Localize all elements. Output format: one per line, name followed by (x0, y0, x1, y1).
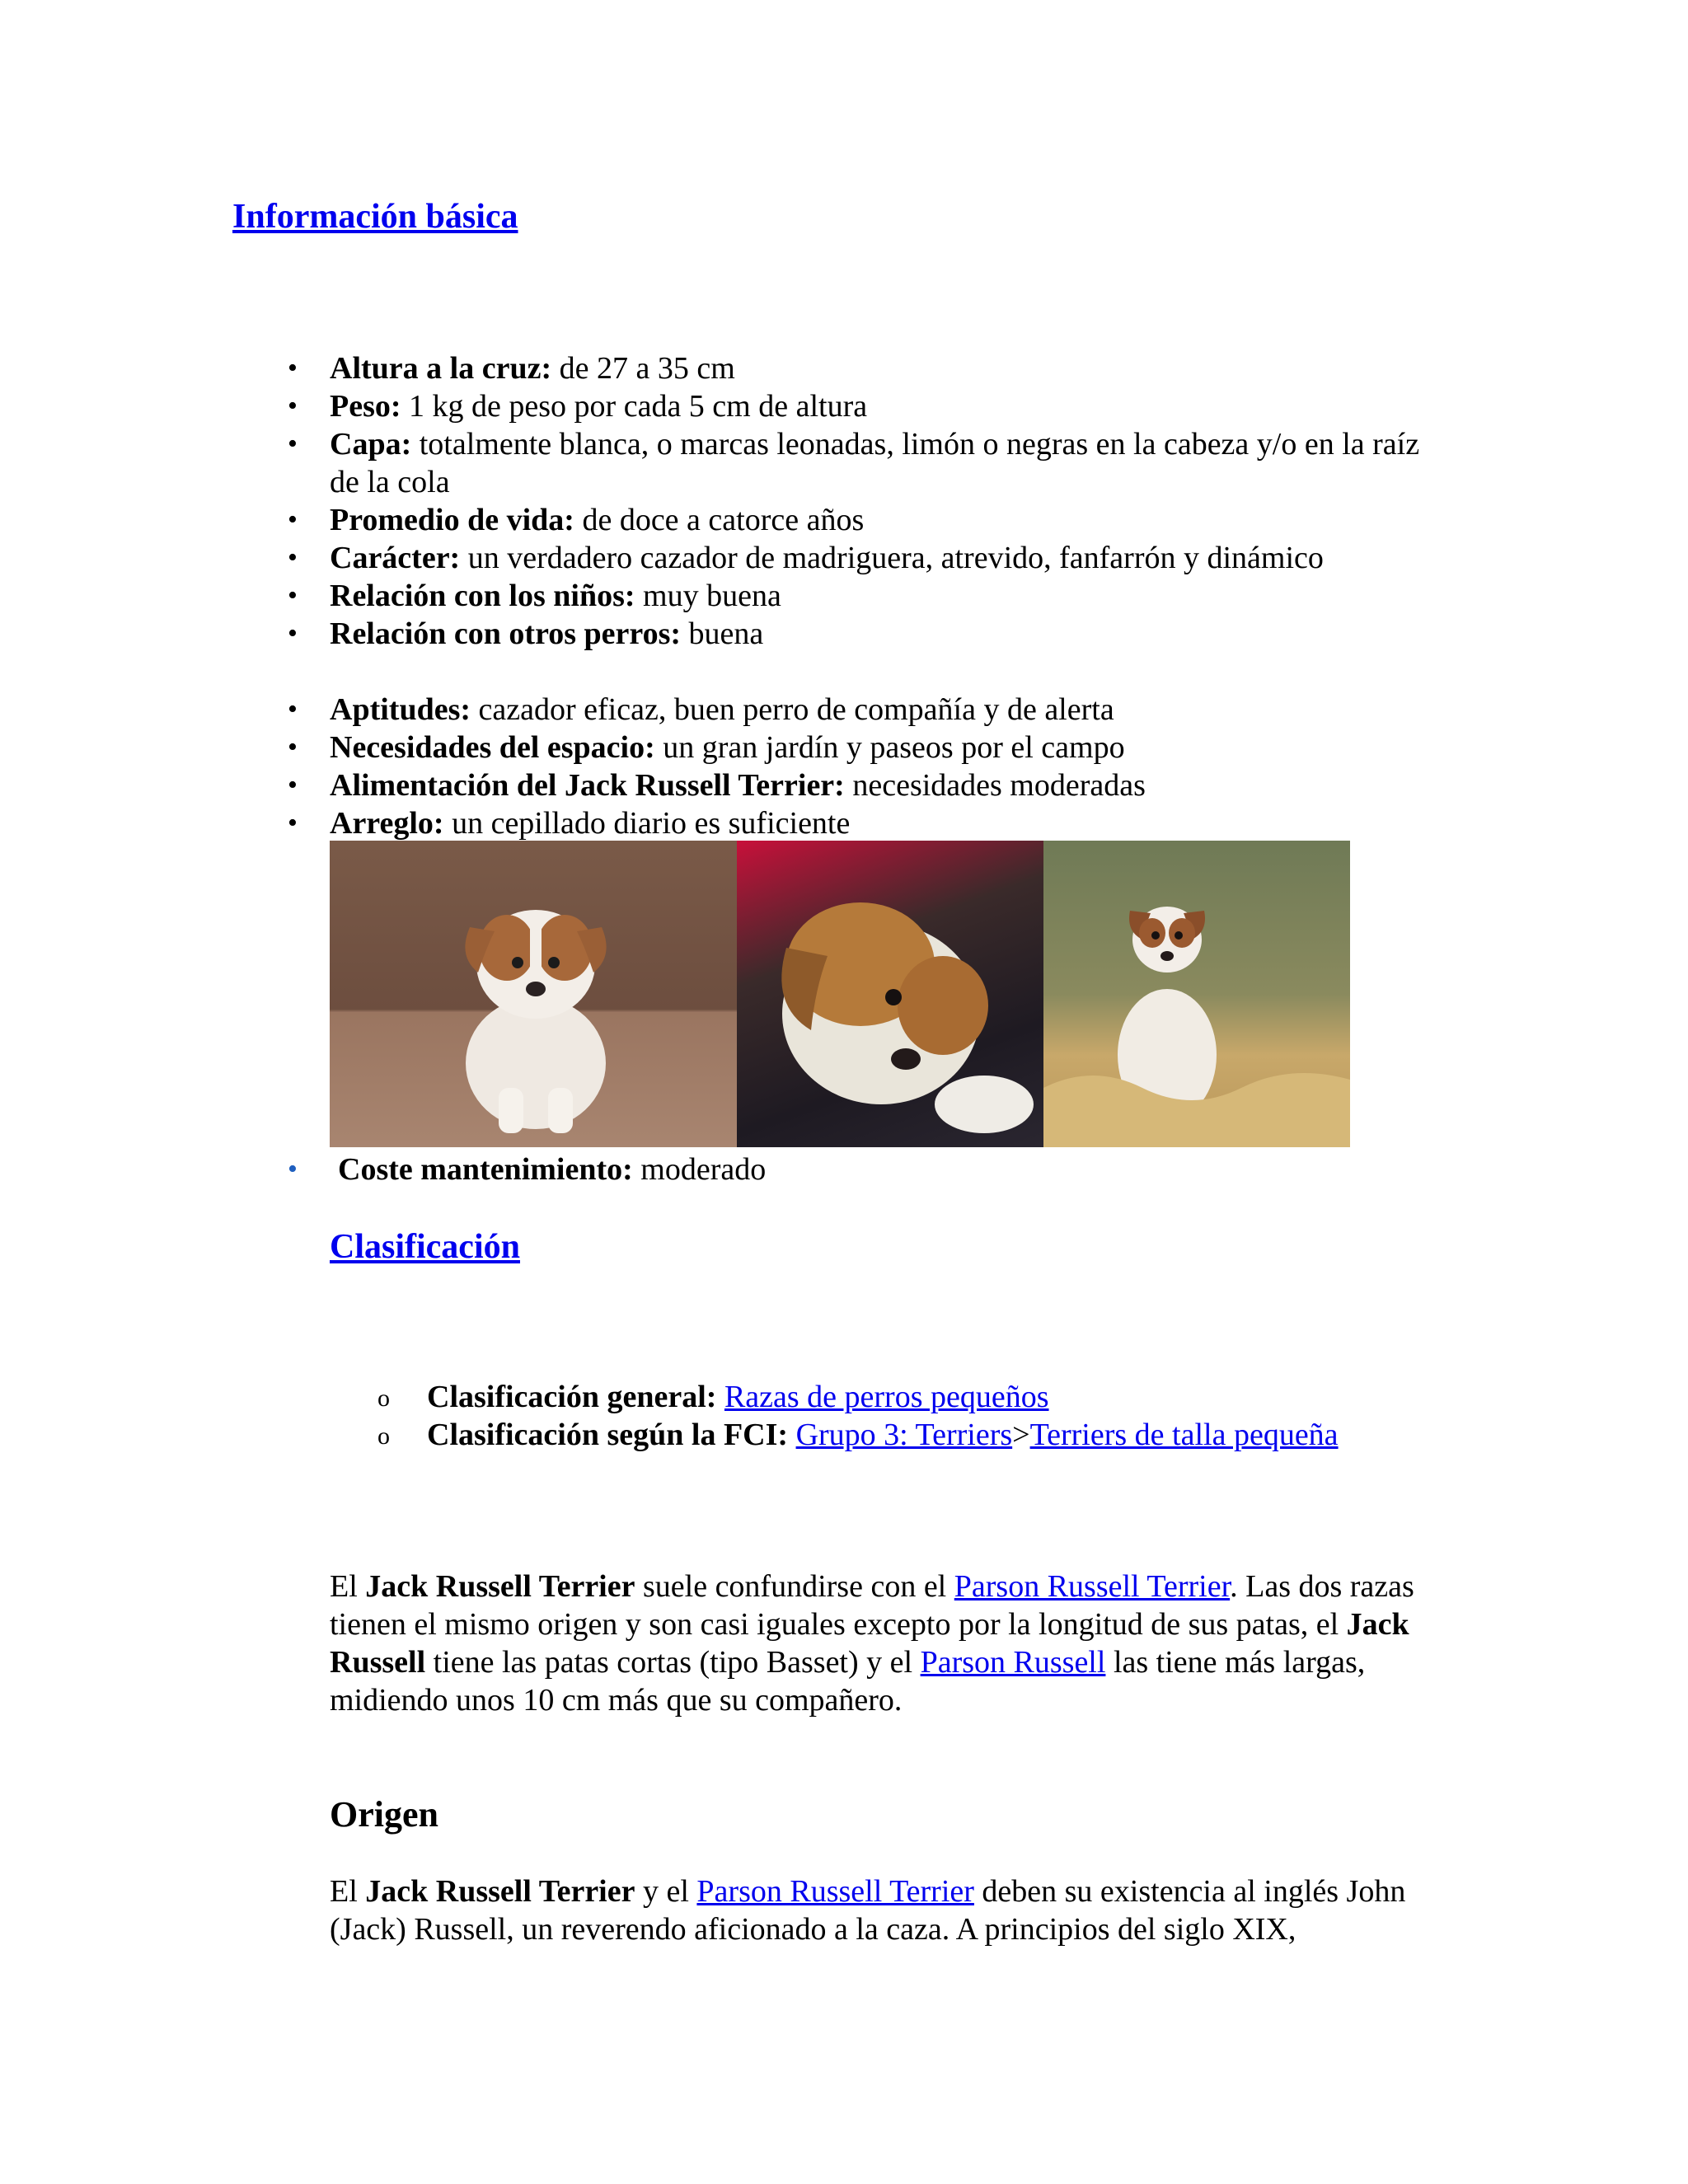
text: deben su existencia al inglés John (Jack) Russell, un reverendo aficionado a la caza. A principios del siglo XIX, (330, 1874, 1406, 1947)
dog-photo-strip (330, 841, 1350, 1147)
bullet-icon: • (288, 504, 298, 535)
item-value: de doce a catorce años (574, 503, 865, 537)
bold-text: Jack Russell Terrier (365, 1569, 635, 1604)
item-value: 1 kg de peso por cada 5 cm de altura (401, 389, 868, 424)
bold-text: Jack Russell (330, 1607, 1409, 1680)
bullet-icon: • (288, 770, 298, 800)
puppy-closeup-illustration (737, 841, 1043, 1147)
list-item (0, 729, 1426, 766)
text: suele confundirse con el (635, 1569, 954, 1604)
item-label: Capa: (330, 427, 412, 462)
item-value: totalmente blanca, o marcas leonadas, limón o negras en la cabeza y/o en la raíz de la cola (330, 427, 1420, 499)
puppy-closeup-photo (737, 841, 1043, 1147)
bullet-icon: • (288, 732, 298, 762)
item-label: Altura a la cruz: (330, 351, 552, 386)
dog-in-field-illustration (1043, 841, 1350, 1147)
dog-in-field-photo (1043, 841, 1350, 1147)
item-label: Clasificación según la FCI: (427, 1418, 789, 1452)
paragraph-origin (330, 1872, 1434, 1948)
link-parson-russell-terrier[interactable]: Parson Russell Terrier (954, 1569, 1231, 1604)
basic-info-list (0, 349, 1426, 653)
bullet-icon: • (288, 580, 298, 611)
item-value: moderado (632, 1152, 767, 1187)
link-parson-russell[interactable]: Parson Russell (920, 1645, 1106, 1680)
list-item (0, 425, 1426, 501)
item-label: Arreglo: (330, 806, 444, 841)
list-item (0, 501, 1426, 539)
list-item (0, 691, 1426, 729)
bullet-icon: • (288, 694, 298, 724)
bullet-icon: • (288, 618, 298, 649)
bullet-icon: • (288, 808, 298, 838)
bullet-icon: • (288, 1154, 298, 1184)
list-item (0, 615, 1426, 653)
item-label: Carácter: (330, 541, 461, 575)
circle-bullet-icon: o (377, 1385, 390, 1412)
text: las tiene más largas, midiendo unos 10 cm más que su compañero. (330, 1645, 1366, 1718)
bullet-icon: • (288, 353, 298, 383)
item-label: Promedio de vida: (330, 503, 574, 537)
list-item (0, 1151, 1434, 1188)
item-label: Relación con los niños: (330, 579, 635, 613)
text: . Las dos razas tienen el mismo origen y son casi iguales excepto por la longitud de sus patas, el (330, 1569, 1414, 1642)
heading-clasificacion[interactable]: Clasificación (330, 1228, 520, 1266)
item-label: Clasificación general: (427, 1380, 717, 1414)
item-label: Coste mantenimiento: (338, 1152, 633, 1187)
link-razas-pequenos[interactable]: Razas de perros pequeños (724, 1380, 1049, 1414)
heading-origen: Origen (330, 1794, 438, 1835)
item-value: cazador eficaz, buen perro de compañía y de alerta (471, 692, 1114, 727)
list-item (0, 539, 1426, 577)
clasificacion-list (0, 1378, 1339, 1454)
list-item (0, 577, 1426, 615)
text: El (330, 1874, 366, 1909)
list-item (0, 804, 1426, 842)
item-label: Relación con otros perros: (330, 616, 682, 651)
list-item (0, 766, 1426, 804)
list-item (0, 1416, 1339, 1454)
bold-text: Jack Russell Terrier (365, 1874, 635, 1909)
item-label: Aptitudes: (330, 692, 471, 727)
text: y el (635, 1874, 697, 1909)
list-item (0, 387, 1426, 425)
item-value: muy buena (635, 579, 781, 613)
paragraph-comparison (330, 1568, 1434, 1719)
text: El (330, 1569, 366, 1604)
puppy-on-sofa-illustration (330, 841, 737, 1147)
item-value: buena (681, 616, 764, 651)
bullet-icon: • (288, 429, 298, 459)
heading-informacion-basica[interactable]: Información básica (232, 198, 518, 236)
bullet-icon: • (288, 391, 298, 421)
item-label: Necesidades del espacio: (330, 730, 655, 765)
puppy-on-sofa-photo (330, 841, 737, 1147)
list-item (0, 1378, 1339, 1416)
link-grupo-3-terriers[interactable]: Grupo 3: Terriers (795, 1418, 1013, 1452)
item-value: un cepillado diario es suficiente (443, 806, 851, 841)
list-item (0, 349, 1426, 387)
extra-info-list (0, 691, 1426, 842)
item-value: necesidades moderadas (844, 768, 1146, 803)
text: tiene las patas cortas (tipo Basset) y el (425, 1645, 921, 1680)
item-value: un verdadero cazador de madriguera, atrevido, fanfarrón y dinámico (460, 541, 1324, 575)
link-terriers-talla-pequena[interactable]: Terriers de talla pequeña (1029, 1418, 1339, 1452)
item-label: Alimentación del Jack Russell Terrier: (330, 768, 845, 803)
item-value: un gran jardín y paseos por el campo (654, 730, 1125, 765)
bullet-icon: • (288, 542, 298, 573)
cost-list (0, 1151, 1434, 1188)
item-label: Peso: (330, 389, 401, 424)
item-value: de 27 a 35 cm (551, 351, 735, 386)
circle-bullet-icon: o (377, 1422, 390, 1450)
breadcrumb-separator: > (1012, 1418, 1030, 1452)
link-parson-russell-terrier[interactable]: Parson Russell Terrier (696, 1874, 974, 1909)
